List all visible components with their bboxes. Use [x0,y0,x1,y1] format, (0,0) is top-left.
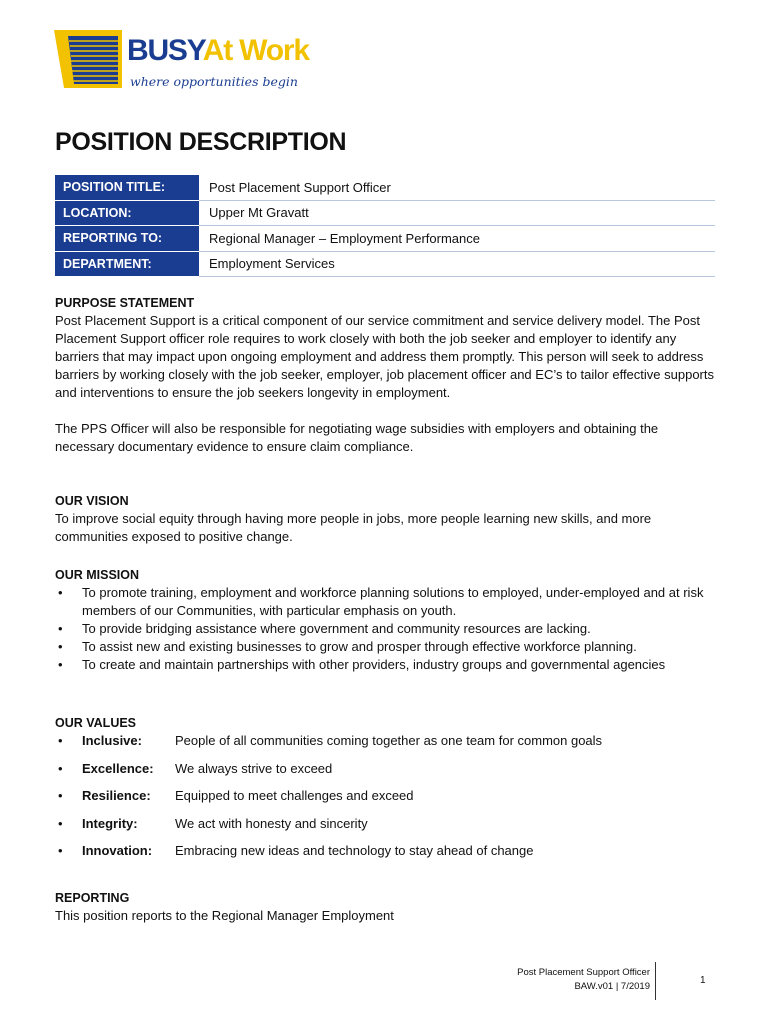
reporting-text: This position reports to the Regional Manager Employment [55,908,394,923]
values-heading: OUR VALUES [55,716,137,730]
info-value: Regional Manager – Employment Performance [199,226,715,252]
bullet-icon: • [58,657,63,672]
list-item [55,815,720,843]
company-logo [54,30,344,94]
values-list [55,732,720,870]
info-label: DEPARTMENT: [55,251,199,277]
page-footer [470,966,650,994]
vision-section [55,492,720,546]
bullet-icon: • [58,733,63,748]
value-description: Embracing new ideas and technology to stay ahead of change [175,843,534,858]
info-value: Employment Services [199,251,715,277]
logo-tagline: where opportunities begin [130,74,298,89]
list-item [55,842,720,870]
bullet-icon: • [58,788,63,803]
info-label: POSITION TITLE: [55,175,199,200]
info-row-position-title [55,175,715,200]
value-description: People of all communities coming together as one team for common goals [175,733,603,748]
info-row-reporting-to [55,226,715,252]
vision-heading: OUR VISION [55,494,129,508]
footer-version: BAW.v01 | 7/2019 [574,981,650,992]
value-description: Equipped to meet challenges and exceed [175,788,414,803]
list-item: • To create and maintain partnerships with other providers, industry groups and governmental agencies [58,657,666,672]
mission-section [55,566,720,674]
value-name: Integrity: [82,815,138,831]
logo-wordmark: BUSYAt Work [127,34,309,67]
footer-divider [655,962,656,1000]
bullet-icon: • [58,639,63,654]
reporting-heading: REPORTING [55,891,130,905]
list-item [55,732,720,760]
list-item: • To assist new and existing businesses to grow and prosper through effective workforce planning. [58,639,637,654]
info-value: Upper Mt Gravatt [199,200,715,226]
values-section [55,714,720,870]
bullet-icon: • [58,760,63,776]
info-row-department [55,251,715,277]
list-item [55,787,720,815]
value-name: Inclusive: [82,733,142,748]
bullet-icon: • [58,621,63,636]
info-label: LOCATION: [55,200,199,226]
value-name: Innovation: [82,843,153,858]
bullet-icon: • [58,585,63,600]
reporting-section [55,889,720,925]
value-description: We act with honesty and sincerity [175,815,368,831]
logo-stripes-icon [54,30,126,88]
info-row-location [55,200,715,226]
value-name: Excellence: [82,760,154,776]
list-item: • To promote training, employment and workforce planning solutions to employed, under-employed and at risk members of our Communities, with particular emphasis on youth. [58,585,704,618]
value-description: We always strive to exceed [175,760,333,776]
list-item [55,760,720,788]
purpose-heading: PURPOSE STATEMENT [55,296,195,310]
page-number: 1 [700,975,706,986]
list-item: • To provide bridging assistance where government and community resources are lacking. [58,621,591,636]
page-title: POSITION DESCRIPTION [55,128,347,156]
purpose-paragraph-1: Post Placement Support is a critical component of our service commitment and service delivery model. The Post Placement Support officer role requires to work closely with both the job seeker and employer to identify any barriers that may impact upon ongoing employment and address them promptly. This person will seek to address barriers by working closely with the job seeker, employer, job placement officer and EC’s to tailor effective supports and interventions to ensure the job seekers longevity in employment. [55,313,714,400]
vision-text: To improve social equity through having more people in jobs, more people learning new skills, and more communities exposed to positive change. [55,511,652,544]
info-value: Post Placement Support Officer [199,175,715,200]
purpose-paragraph-2: The PPS Officer will also be responsible for negotiating wage subsidies with employers and obtaining the necessary documentary evidence to ensure claim compliance. [55,421,659,454]
footer-document-name: Post Placement Support Officer [517,967,650,978]
value-name: Resilience: [82,788,151,803]
position-info-table [55,175,715,277]
bullet-icon: • [58,815,63,831]
purpose-section [55,294,720,456]
mission-list [55,584,720,674]
mission-heading: OUR MISSION [55,568,140,582]
info-label: REPORTING TO: [55,226,199,252]
bullet-icon: • [58,843,63,858]
